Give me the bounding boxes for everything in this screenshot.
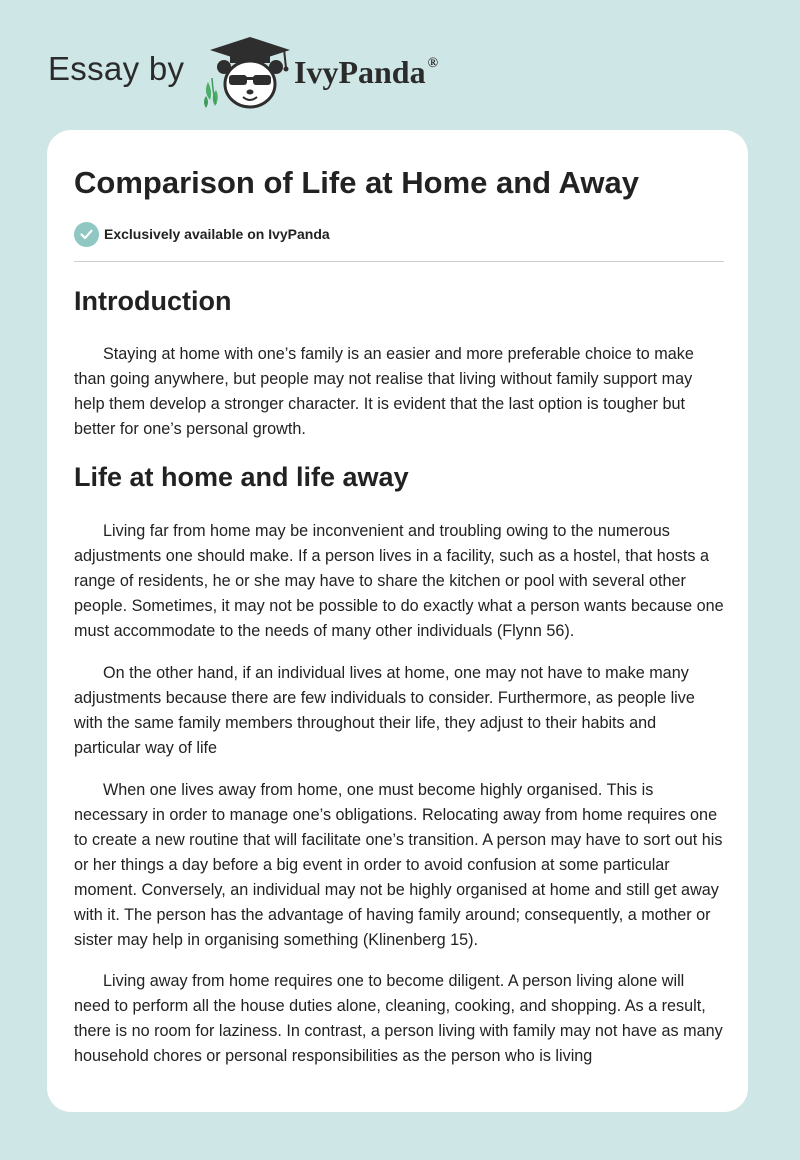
brand-name[interactable]: IvyPanda ® xyxy=(294,54,439,90)
paragraph: When one lives away from home, one must become highly organised. This is necessary in order to manage one’s obligations. Relocating away from home requires one to create a new routine that will facilitate one’s transition. A person may have to sort out his or her things a day before a big event in order to avoid confusion at some particular moment. Conversely, an individual may not be highly organised at home and still get away with it. The person has the advantage of having family around; consequently, a mother or sister may help in organising something (Klinenberg 15). xyxy=(74,781,723,949)
page-title: Comparison of Life at Home and Away xyxy=(74,165,639,200)
brand-prefix: Essay by xyxy=(48,50,185,87)
divider xyxy=(74,261,724,262)
paragraph: Living far from home may be inconvenient and troubling owing to the numerous adjustments one should make. If a person lives in a facility, such as a hostel, that hosts a range of residents, he or she may have to share the kitchen or pool with several other people. Sometimes, it may not be possible to do exactly what a person wants because one must accommodate to the needs of many other individuals (Flynn 56). xyxy=(74,522,724,640)
registered-mark: ® xyxy=(427,56,439,72)
site-header xyxy=(0,0,800,120)
article-card xyxy=(47,130,748,1112)
check-icon xyxy=(74,222,99,247)
paragraph: Living away from home requires one to become diligent. A person living alone will need to perform all the house duties alone, cleaning, cooking, and shopping. As a result, there is no room for laziness. In contrast, a person living with family may not have as many household chores or personal responsibilities as the person who is living xyxy=(74,972,723,1065)
panda-logo-icon[interactable] xyxy=(200,34,295,110)
paragraph: On the other hand, if an individual lives at home, one may not have to make many adjustments because there are few individuals to consider. Furthermore, as people live with the same family members throughout their life, they adjust to their habits and particular way of life xyxy=(74,664,695,757)
section-heading: Life at home and life away xyxy=(74,462,409,492)
section-heading: Introduction xyxy=(74,286,232,316)
exclusive-badge xyxy=(74,220,330,248)
exclusive-label: Exclusively available on IvyPanda xyxy=(104,226,330,242)
paragraph: Staying at home with one’s family is an easier and more preferable choice to make than going anywhere, but people may not realise that living without family support may help them develop a stronger character. It is evident that the last option is tougher but better for one’s personal growth. xyxy=(74,345,694,438)
